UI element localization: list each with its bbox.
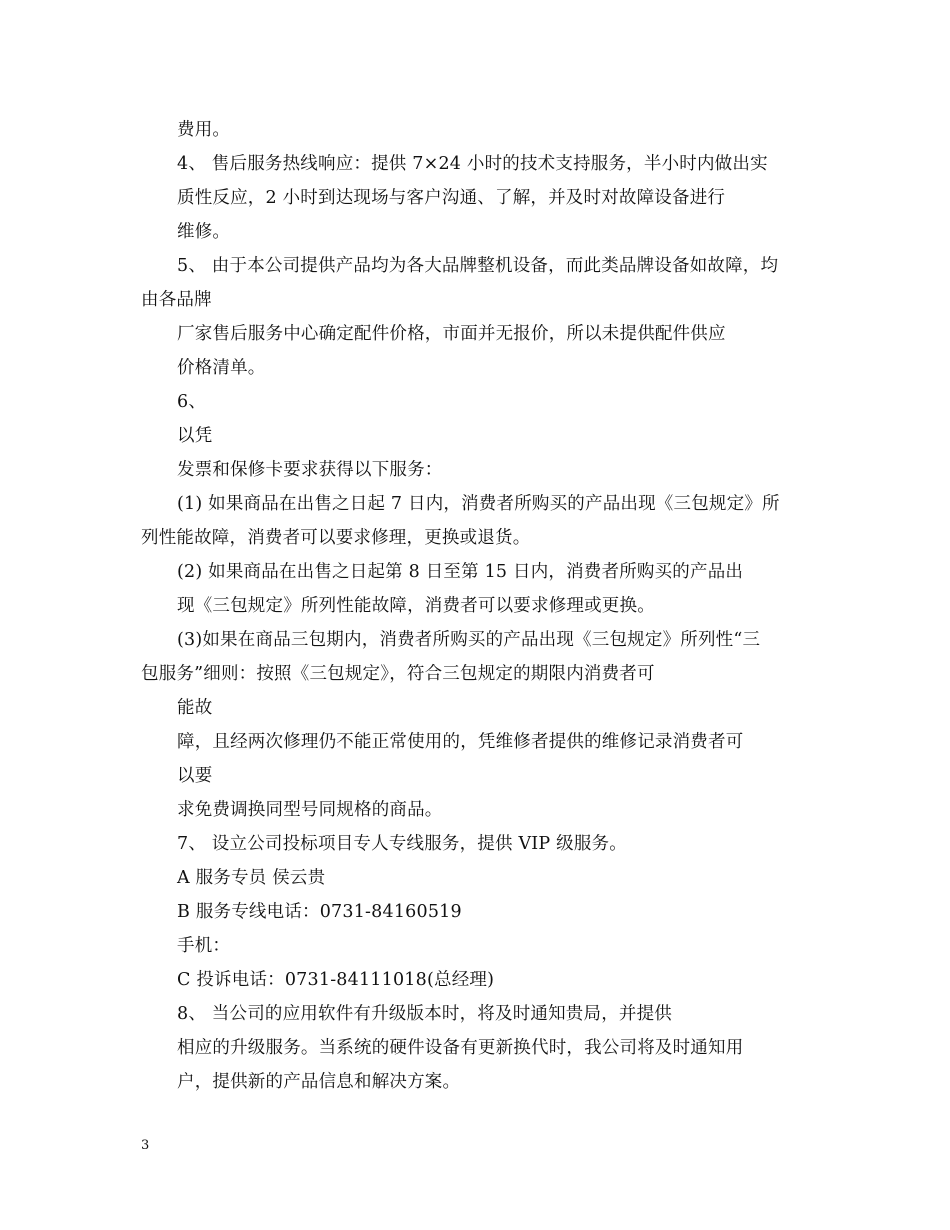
text-line: 包服务”细则：按照《三包规定》，符合三包规定的期限内消费者可 (141, 664, 655, 684)
page-number: 3 (141, 1138, 150, 1153)
text-line: (3)如果在商品三包期内，消费者所购买的产品出现《三包规定》所列性“三 (177, 630, 761, 650)
text-line: 现《三包规定》所列性能故障，消费者可以要求修理或更换。 (177, 596, 655, 616)
text-line: 发票和保修卡要求获得以下服务： (177, 460, 443, 480)
text-line: 价格清单。 (177, 358, 266, 378)
text-line: 6、 (177, 392, 207, 412)
text-line: 以要 (177, 766, 213, 786)
text-line: 列性能故障，消费者可以要求修理，更换或退货。 (141, 528, 531, 548)
text-line: 户，提供新的产品信息和解决方案。 (177, 1072, 461, 1092)
text-line: 求免费调换同型号同规格的商品。 (177, 800, 443, 820)
text-line: 维修。 (177, 222, 231, 242)
text-line: 手机： (177, 936, 231, 956)
text-line: 相应的升级服务。当系统的硬件设备有更新换代时，我公司将及时通知用 (177, 1038, 744, 1058)
text-line: 8、 当公司的应用软件有升级版本时，将及时通知贵局，并提供 (177, 1004, 672, 1024)
text-line: A 服务专员 侯云贵 (177, 868, 326, 888)
text-line: 7、 设立公司投标项目专人专线服务，提供 VIP 级服务。 (177, 834, 627, 854)
text-line: 厂家售后服务中心确定配件价格，市面并无报价，所以未提供配件供应 (177, 324, 726, 344)
text-line: (2) 如果商品在出售之日起第 8 日至第 15 日内，消费者所购买的产品出 (177, 562, 744, 582)
text-line: 能故 (177, 698, 213, 718)
text-line: 以凭 (177, 426, 213, 446)
text-line: B 服务专线电话：0731-84160519 (177, 902, 462, 922)
text-line: C 投诉电话：0731-84111018(总经理) (177, 970, 495, 990)
text-line: (1) 如果商品在出售之日起 7 日内，消费者所购买的产品出现《三包规定》所 (177, 494, 780, 514)
text-line: 4、 售后服务热线响应：提供 7×24 小时的技术支持服务，半小时内做出实 (177, 154, 768, 174)
text-line: 费用。 (177, 120, 231, 140)
text-line: 5、 由于本公司提供产品均为各大品牌整机设备，而此类品牌设备如故障，均 (177, 256, 779, 276)
text-line: 障，且经两次修理仍不能正常使用的，凭维修者提供的维修记录消费者可 (177, 732, 744, 752)
text-line: 质性反应，2 小时到达现场与客户沟通、了解，并及时对故障设备进行 (177, 188, 726, 208)
text-line: 由各品牌 (141, 290, 212, 310)
